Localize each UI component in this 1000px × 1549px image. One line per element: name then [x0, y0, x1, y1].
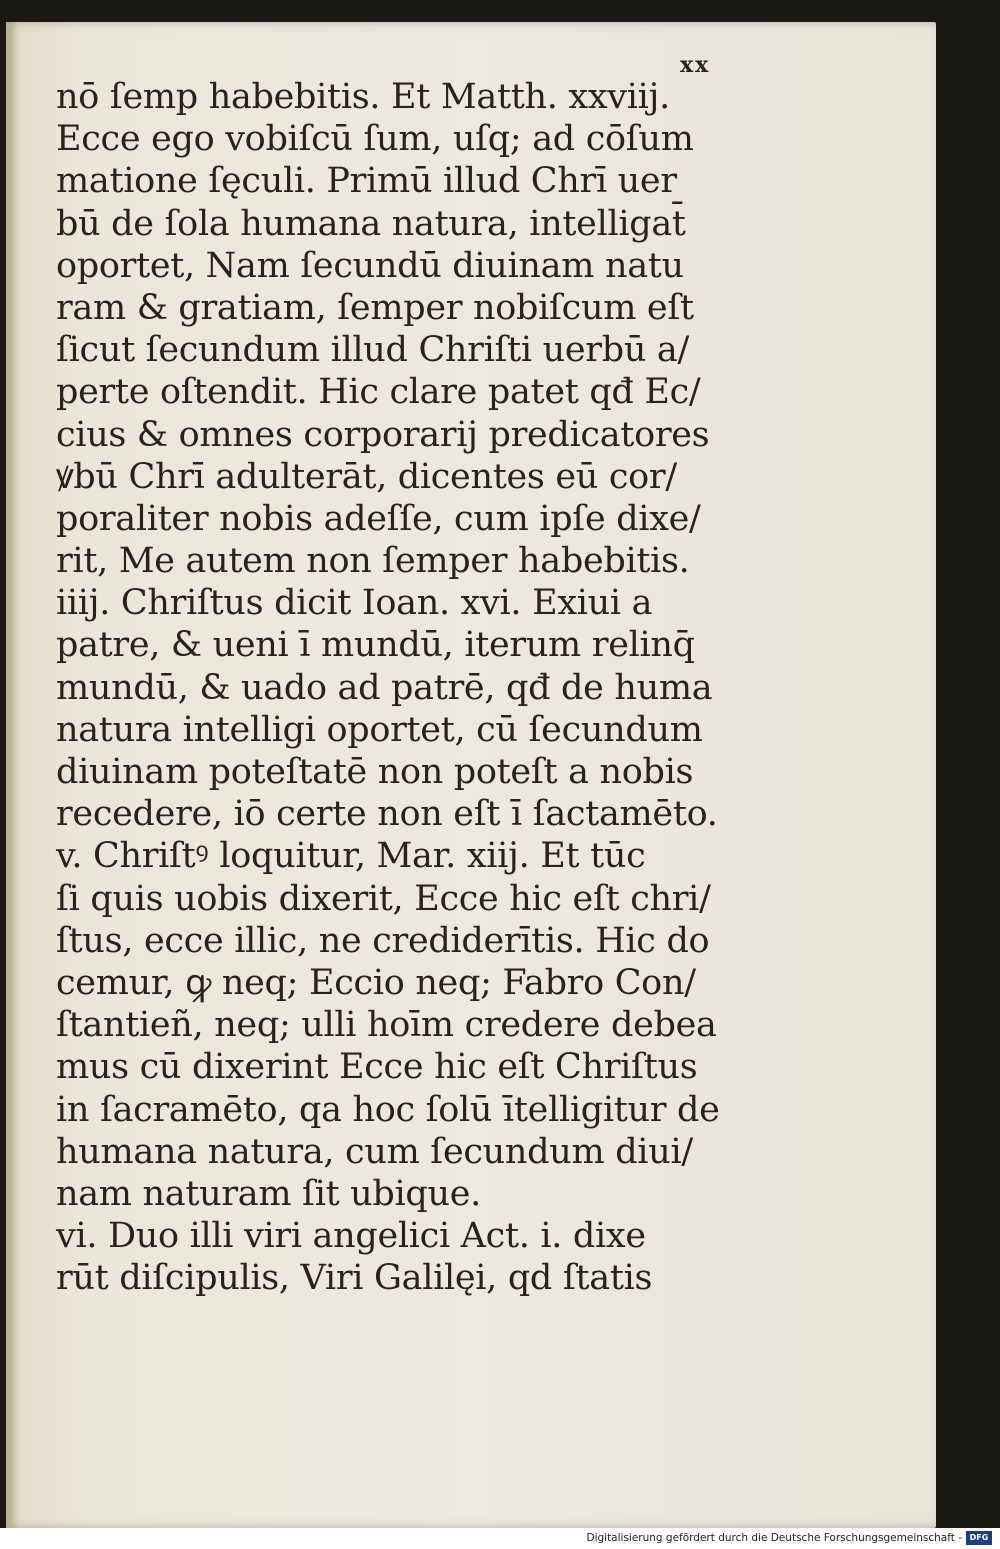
- text-line: humana natura, cum ſecundum diui/: [56, 1131, 693, 1172]
- text-line: ram & gratiam, ſemper nobiſcum eſt: [56, 287, 694, 328]
- text-line: vi. Duo illi viri angelici Act. i. dixe: [56, 1216, 646, 1257]
- text-line: rit, Me autem non ſemper habebitis.: [56, 541, 690, 582]
- funding-credit: Digitalisierung gefördert durch die Deutsche Forschungsgemeinschaft -: [586, 1532, 962, 1544]
- text-line: ſtus, ecce illic, ne crediderītis. Hic do: [56, 920, 710, 961]
- text-line: perte oſtendit. Hic clare patet qđ Ec/: [56, 372, 701, 413]
- text-line: cius & omnes corporarij predicatores: [56, 414, 710, 455]
- text-line: ꝟbū Chrī adulterāt, dicentes eū cor/: [56, 456, 677, 497]
- text-line: ſi quis uobis dixerit, Ecce hic eſt chri/: [56, 878, 711, 919]
- text-line: recedere, iō certe non eſt ī ſactamēto.: [56, 794, 718, 835]
- dfg-logo-icon: DFG: [966, 1531, 992, 1545]
- printed-text-block: [56, 76, 736, 1299]
- text-line: ſtantieñ, neq; ulli hoīm credere debea: [56, 1005, 717, 1046]
- text-line: matione ſęculi. Primū illud Chrī uer: [56, 161, 677, 202]
- folio-number: xx: [680, 52, 711, 78]
- page-gutter-shadow: [6, 22, 16, 1528]
- text-line: iiij. Chriſtus dicit Ioan. xvi. Exiui a: [56, 583, 653, 624]
- text-line: patre, & ueni ī mundū, iterum relinq̄: [56, 625, 695, 666]
- text-line: natura intelligi oportet, cū ſecundum: [56, 709, 703, 750]
- digitization-footer: [0, 1528, 1000, 1549]
- text-line: v. Chriſtꝰ loquitur, Mar. xiij. Et tūc: [56, 836, 646, 877]
- text-line: mundū, & uado ad patrē, qđ de huma: [56, 667, 713, 708]
- text-line: oportet, Nam ſecundū diuinam natu: [56, 245, 684, 286]
- text-line: bū de ſola humana natura, intelligat̄: [56, 203, 686, 244]
- text-line: poraliter nobis adeſſe, cum ipſe dixe/: [56, 498, 701, 539]
- text-line: in ſacramēto, qa hoc ſolū ītelligitur de: [56, 1089, 720, 1130]
- text-line: nam naturam ſit ubique.: [56, 1173, 482, 1214]
- text-line: mus cū dixerint Ecce hic eſt Chriſtus: [56, 1047, 698, 1088]
- text-line: cemur, ꝙ neq; Eccio neq; Fabro Con/: [56, 962, 696, 1003]
- text-line: nō ſemp habebitis. Et Matth. xxviij.: [56, 77, 670, 117]
- text-line: Ecce ego vobiſcū ſum, uſq; ad cōſum: [56, 119, 694, 160]
- text-line: rūt diſcipulis, Viri Galilęi, qd ſtatis: [56, 1258, 653, 1299]
- text-line: diuinam poteſtatē non poteſt a nobis: [56, 752, 694, 792]
- text-line: ſicut ſecundum illud Chriſti uerbū a/: [56, 330, 689, 371]
